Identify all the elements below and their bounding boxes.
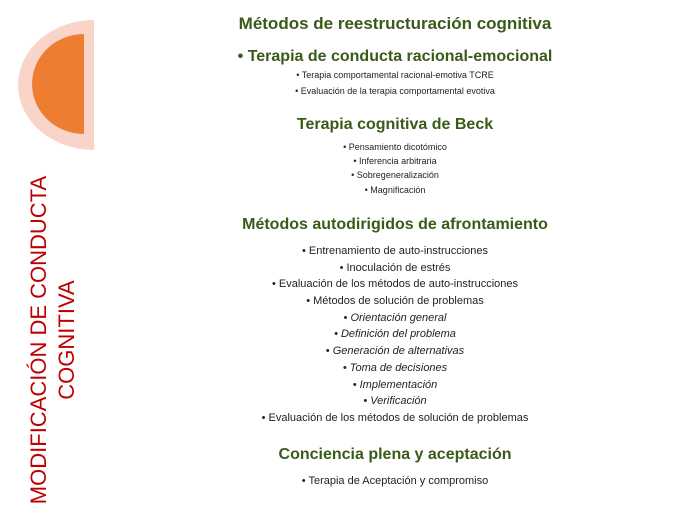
list-item: • Evaluación de los métodos de solución de problemas [261, 412, 529, 424]
list-item: • Evaluación de la terapia comportamental evotiva [295, 86, 495, 96]
list-item: • Magnificación [364, 185, 426, 195]
list-item: • Terapia comportamental racional-emotiva TCRE [296, 70, 494, 80]
heading-beck: Terapia cognitiva de Beck [296, 116, 494, 133]
list-item: • Entrenamiento de auto-instrucciones [301, 245, 489, 257]
half-circle-decoration [0, 0, 110, 160]
heading-reestructuracion: Métodos de reestructuración cognitiva [238, 14, 552, 33]
list-item: • Toma de decisiones [342, 362, 448, 374]
list-item: • Sobregeneralización [351, 170, 439, 180]
list-item: • Métodos de solución de problemas [306, 295, 484, 307]
list-item: • Implementación [352, 379, 438, 391]
list-item: • Generación de alternativas [325, 345, 465, 357]
list-item: • Orientación general [343, 312, 447, 324]
heading-afrontamiento: Métodos autodirigidos de afrontamiento [242, 216, 548, 233]
side-title [10, 170, 96, 510]
list-item: • Pensamiento dicotómico [343, 142, 447, 152]
list-item: • Verificación [363, 395, 427, 407]
side-title-text: MODIFICACIÓN DE CONDUCTA COGNITIVA [26, 175, 79, 505]
list-item: • Inferencia arbitraria [353, 156, 437, 166]
list-item: • Inoculación de estrés [339, 262, 451, 274]
list-item: • Evaluación de los métodos de auto-instrucciones [272, 278, 518, 290]
subheading-tcre: • Terapia de conducta racional-emocional [237, 48, 553, 65]
heading-conciencia: Conciencia plena y aceptación [278, 446, 512, 463]
list-item: • Definición del problema [334, 328, 456, 340]
list-item: • Terapia de Aceptación y compromiso [301, 475, 489, 487]
